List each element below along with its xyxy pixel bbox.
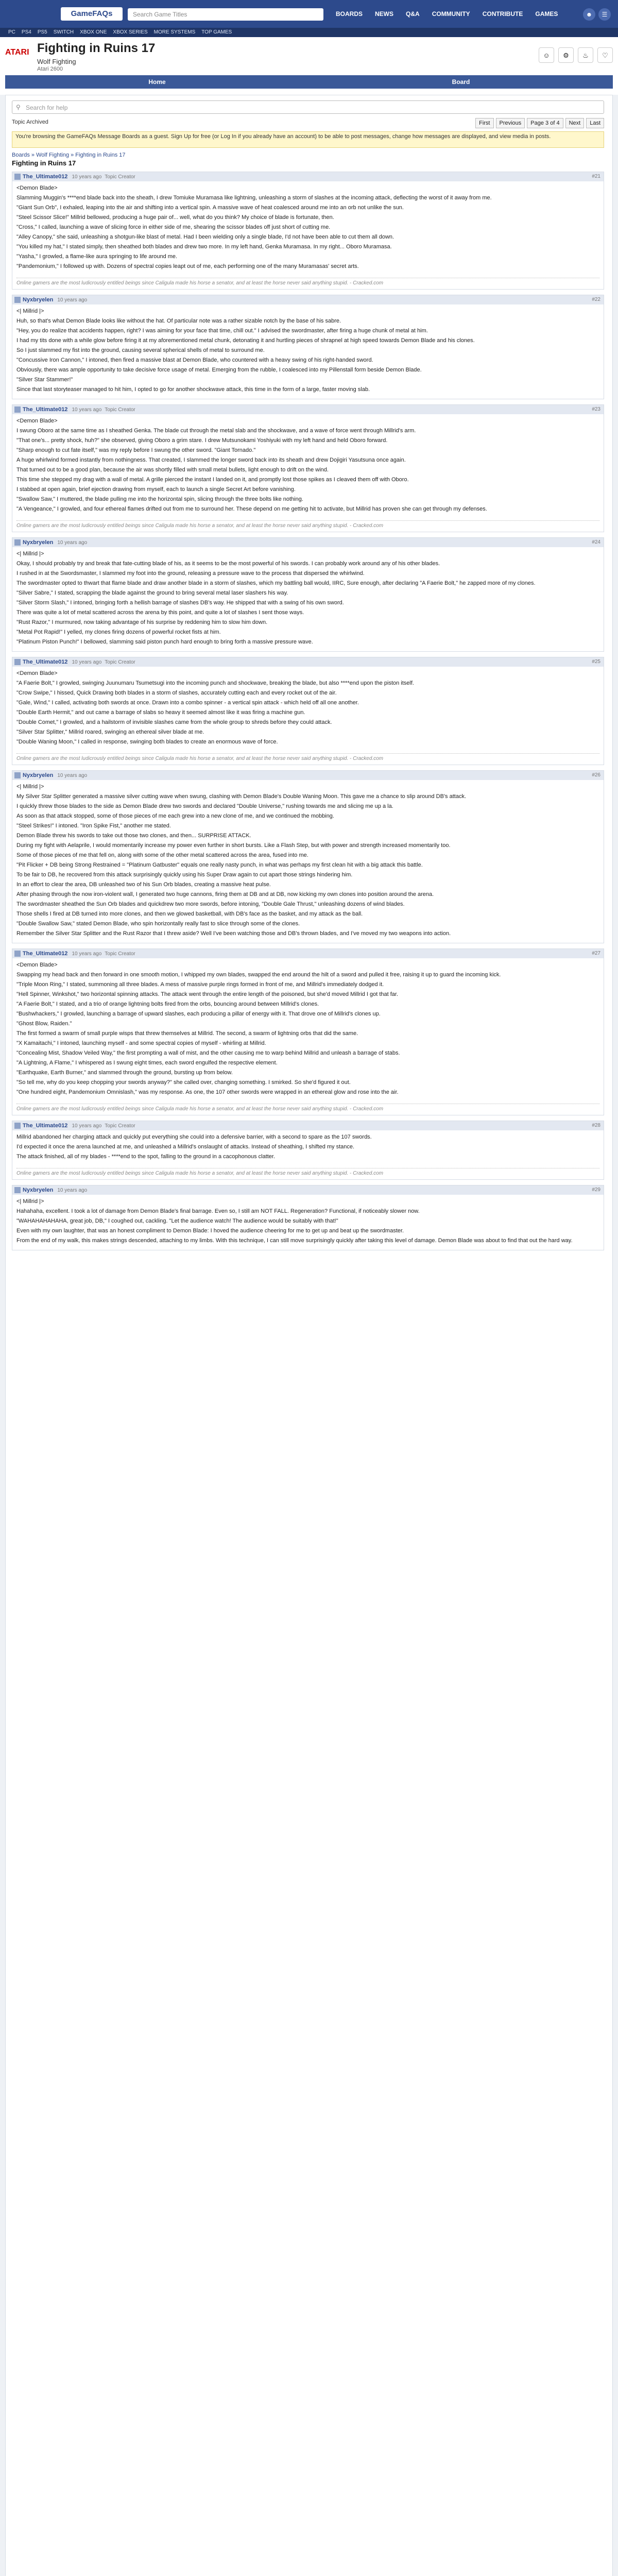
post-username[interactable]: The_Ultimate012 [23, 406, 68, 413]
post-signature: Online gamers are the most ludicrously entitled beings since Caligula made his horse a senator, and at least the horse never said anything stupid. - Cracked.com [16, 278, 599, 286]
platform-top-games[interactable]: TOP GAMES [201, 29, 232, 35]
post-paragraph: "So tell me, why do you keep chopping your swords anyway?" she called over, changing something. I smirked. So she'd figured it out. [16, 1079, 351, 1086]
pager-next[interactable]: Next [565, 118, 585, 128]
post-paragraph: I rushed in at the Swordsmaster, I slammed my foot into the ground, releasing a pressure wave to the process that dispersed the whirlwind. [16, 570, 365, 577]
top-nav [330, 0, 564, 28]
post-paragraph: "Swallow Saw," I muttered, the blade pulling me into the horizontal spin, slicing through the three bolts like nothing. [16, 496, 303, 502]
post [12, 404, 604, 532]
platform-xbox-one[interactable]: XBOX ONE [80, 29, 107, 35]
post-body [12, 304, 604, 399]
nav-contribute[interactable]: CONTRIBUTE [482, 10, 523, 18]
post-header [12, 657, 604, 667]
settings-icon[interactable]: ⚙ [558, 47, 574, 63]
post-paragraph: The first formed a swarm of small purple wisps that threw themselves at Millrid. The second, a swarm of lightning orbs that did the same. [16, 1030, 358, 1037]
guest-notice: You're browsing the GameFAQs Message Boards as a guest. Sign Up for free (or Log In if you already have an account) to be able to post messages, change how messages are displayed, and view media in posts. [12, 131, 604, 148]
post-paragraph: "Double Swallow Saw," stated Demon Blade, who spin horizontally really fast to slice through some of the clones. [16, 921, 300, 927]
post-list [12, 172, 604, 1256]
post [12, 295, 604, 399]
post-paragraph: "Metal Pot Rapid!" I yelled, my clones firing dozens of powerful rocket fists at him. [16, 629, 221, 635]
avatar[interactable] [14, 174, 21, 180]
platform-bar [0, 28, 618, 37]
post-paragraph: The swordmaster opted to thwart that flame blade and draw another blade in a storm of slashes, which my battling ball would, IIRC, Sure enough, after declaring "A Faerie Bolt," he zapped more of my clones. [16, 580, 536, 586]
post-paragraph: Since that last storyteaser managed to hit him, I opted to go for another shockwave attack, this time in the form of a large, faster moving slab. [16, 386, 370, 393]
post-paragraph: Millrid abandoned her charging attack and quickly put everything she could into a defensive barrier, with a second to spare as the 107 swords. [16, 1134, 372, 1140]
tab-board[interactable]: Board [452, 78, 470, 86]
post-paragraph: In an effort to clear the area, DB unleashed two of his Sun Orb blades, creating a massive heat pulse. [16, 882, 271, 888]
post-body [12, 1130, 604, 1166]
post-meta: Topic Creator [105, 1123, 135, 1129]
topic-status: Topic Archived [12, 119, 48, 125]
user-icon[interactable]: ☺ [539, 47, 554, 63]
avatar[interactable] [14, 539, 21, 546]
top-icons [583, 8, 611, 21]
post-paragraph: "One hundred eight, Pandemonium Omnislash," was my response. As one, the 107 other swords were wrapped in an ethereal glow and rose into the air. [16, 1089, 399, 1095]
post-username[interactable]: Nyxbryelen [23, 772, 54, 778]
post-paragraph: <Demon Blade> [16, 670, 58, 676]
post-paragraph: To be fair to DB, he recovered from this attack surprisingly quickly using his Super Draw again to cut apart those strings hindering him. [16, 872, 353, 878]
post-number[interactable]: #25 [592, 659, 600, 665]
post-paragraph: I stabbed at open again, brief ejection drawing from myself, each to launch a single Secret Art before vanishing. [16, 486, 296, 493]
post-header [12, 1185, 604, 1195]
post [12, 1121, 604, 1180]
avatar[interactable] [14, 1123, 21, 1129]
avatar[interactable] [14, 297, 21, 303]
site-logo[interactable]: GameFAQs [61, 7, 123, 21]
pager [475, 118, 604, 128]
post-paragraph: "Triple Moon Ring," I stated, summoning all three blades. A mess of massive purple rings formed in front of me, and Millrid's immediately dodged it. [16, 981, 384, 988]
pager-first[interactable]: First [475, 118, 493, 128]
post-paragraph: "Pandemonium," I followed up with. Dozens of spectral copies leapt out of me, each performing one of the many Muramasas' secret arts. [16, 263, 359, 269]
post-body [12, 1195, 604, 1250]
post-username[interactable]: The_Ultimate012 [23, 174, 68, 180]
post-time: 10 years ago [72, 1123, 102, 1129]
post-body [12, 667, 604, 751]
avatar[interactable] [14, 659, 21, 665]
post-time: 10 years ago [72, 951, 102, 957]
pager-previous[interactable]: Previous [496, 118, 525, 128]
post-number[interactable]: #24 [592, 539, 600, 545]
post-paragraph: My Silver Star Splitter generated a massive silver cutting wave when swung, clashing with Demon Blade's Double Waning Moon. This gave me a chance to slip around DB's attack. [16, 793, 467, 800]
post-paragraph: I had my tits done with a while glow before firing it at my aforementioned metal chunk, detonating it and hurtling pieces of shrapnel at high speed towards Demon Blade and his clones. [16, 337, 475, 344]
post-paragraph: <| Millrid |> [16, 1198, 44, 1205]
user-icon[interactable]: ☻ [583, 8, 595, 21]
post-paragraph: "Ghost Blow, Raiden." [16, 1021, 72, 1027]
post-number[interactable]: #29 [592, 1187, 600, 1193]
post-paragraph: "WAHAHAHAHAHA, great job, DB," I coughed out, cackling. "Let the audience watch! The audience would be suitably with that!" [16, 1218, 338, 1224]
post-paragraph: Those shells I fired at DB turned into more clones, and then we glowed basketball, with DB's face as the basket, and my attack as the ball. [16, 911, 363, 917]
post-header [12, 405, 604, 414]
post-header [12, 771, 604, 780]
header-icons [539, 47, 613, 63]
post-paragraph: Even with my own laughter, that was an honest compliment to Demon Blade: I hoved the audience cheering for me to get up and beat up the swordmaster. [16, 1228, 404, 1234]
post-paragraph: From the end of my walk, this makes strings descended, attaching to my limbs. With this technique, I can still move surprisingly quickly after taking this level of damage. Demon Blade was about to find that out the hard way. [16, 1238, 573, 1244]
post-time: 10 years ago [72, 659, 102, 665]
post-time: 10 years ago [57, 539, 88, 546]
breadcrumb[interactable]: Boards » Wolf Fighting » Fighting in Ruins 17 [12, 152, 126, 158]
post-username[interactable]: The_Ultimate012 [23, 659, 68, 665]
post-paragraph: "Alley Canopy," she said, unleashing a shotgun-like blast of metal. Had I been wielding only a single blade, I'd not have been able to cut them all down. [16, 234, 394, 240]
topic-title: Fighting in Ruins 17 [12, 159, 76, 167]
post [12, 172, 604, 290]
post-header [12, 295, 604, 304]
post-paragraph: Swapping my head back and then forward in one smooth motion, I whipped my own blades, swapped the end around the hilt of a sword and pulled it free, raising it up to guard the incoming kick. [16, 972, 501, 978]
topic-controls [12, 118, 604, 128]
post-header [12, 1121, 604, 1130]
post [12, 1185, 604, 1250]
post-paragraph: <Demon Blade> [16, 962, 58, 968]
avatar[interactable] [14, 772, 21, 778]
post-paragraph: After phasing through the now iron-violent wall, I generated two huge cannons, firing them at DB and at DB, now kicking my own clones into position around the arena. [16, 891, 434, 897]
post-paragraph: I quickly threw those blades to the side as Demon Blade drew two swords and declared "Double Universe," rushing towards me and slicing me up a la. [16, 803, 393, 809]
post-paragraph: "Silver Storm Slash," I intoned, bringing forth a hellish barrage of slashes DB's way. He shipped that with a swing of his own sword. [16, 600, 344, 606]
post-body [12, 547, 604, 651]
post-paragraph: Hahahaha, excellent. I took a lot of damage from Demon Blade's final barrage. Even so, I still am NOT FALL. Regeneration? Functional, if noticeably slower now. [16, 1208, 420, 1214]
post-paragraph: <Demon Blade> [16, 418, 58, 424]
post-paragraph: This time she stepped my drag with a wall of metal. A grille pierced the instant I landed on it, and promptly lost those spikes as I cleaved them off with Oboro. [16, 477, 409, 483]
post-paragraph: <| Millrid |> [16, 308, 44, 314]
platform-pc[interactable]: PC [8, 29, 15, 35]
platform-ps5[interactable]: PS5 [37, 29, 47, 35]
post-paragraph: Huh, so that's what Demon Blade looks like without the hat. Of particular note was a rather sizable notch by the base of his sabre. [16, 318, 341, 324]
search-icon: ⚲ [16, 104, 21, 111]
post-body [12, 780, 604, 943]
post-signature: Online gamers are the most ludicrously entitled beings since Caligula made his horse a senator, and at least the horse never said anything stupid. - Cracked.com [16, 753, 599, 761]
post-username[interactable]: The_Ultimate012 [23, 1123, 68, 1129]
post-paragraph: Some of those pieces of me that fell on, along with some of the other metal scattered across the area, fused into me. [16, 852, 308, 858]
nav-community[interactable]: COMMUNITY [432, 10, 470, 18]
post-body [12, 958, 604, 1101]
post-paragraph: "Cross," I called, launching a wave of slicing force in either side of me, shearing the scissor blades off just short of cutting me. [16, 224, 331, 230]
page-title: Fighting in Ruins 17 [37, 41, 156, 55]
post-paragraph: "Concealing Mist, Shadow Veiled Way," the first prompting a wall of mist, and the other causing me to warp behind Millrid and unleash a barrage of stabs. [16, 1050, 400, 1056]
post-username[interactable]: The_Ultimate012 [23, 951, 68, 957]
post-paragraph: "Silver Sabre," I stated, scrapping the blade against the ground to bring several metal laser slashers his way. [16, 590, 288, 596]
post-number[interactable]: #22 [592, 297, 600, 302]
post-paragraph: "That one's... pretty shock, huh?" she observed, giving Oboro a grim stare. I drew Mutsunokami Yoshiyuki with my left hand and held Oboro forward. [16, 437, 388, 444]
post-number[interactable]: #28 [592, 1123, 600, 1128]
post-header [12, 172, 604, 181]
post-body [12, 181, 604, 276]
heart-icon[interactable]: ♡ [597, 47, 613, 63]
post-signature: Online gamers are the most ludicrously entitled beings since Caligula made his horse a senator, and at least the horse never said anything stupid. - Cracked.com [16, 520, 599, 529]
post-number[interactable]: #26 [592, 772, 600, 778]
board-main [5, 95, 613, 2576]
post-time: 10 years ago [57, 297, 88, 303]
post [12, 770, 604, 943]
post-paragraph: "Steel Scissor Slice!" Millrid bellowed, producing a huge pair of... well, what do you think? My choice of blade is fortunate, then. [16, 214, 334, 221]
platform-more[interactable]: MORE SYSTEMS [153, 29, 196, 35]
platform-switch[interactable]: SWITCH [53, 29, 74, 35]
board-tabs [5, 75, 613, 89]
menu-icon[interactable]: ☰ [598, 8, 611, 21]
post-paragraph: As soon as that attack stopped, some of those pieces of me each grew into a new clone of me, and we continued the mobbing. [16, 813, 334, 819]
bell-icon[interactable]: ♨ [578, 47, 593, 63]
post-paragraph: "Rust Razor," I murmured, now taking advantage of his surprise by reddening him to slow him down. [16, 619, 268, 625]
nav-qa[interactable]: Q&A [406, 10, 420, 18]
post [12, 537, 604, 652]
post-paragraph: "A Lightning, A Flame," I whispered as I swung eight times, each sword engulfed the respective element. [16, 1060, 278, 1066]
post-paragraph: "A Faerie Bolt," I growled, swinging Juunumaru Tsumetsugi into the incoming punch and shockwave, breaking the blade, but also ****end upon the piston itself. [16, 680, 414, 686]
post-paragraph: "Hell Spinner, Winkshot," two horizontal spinning attacks. The attack went through the entire length of the poisoned, but she'd moved Millrid I got that far. [16, 991, 399, 997]
nav-boards[interactable]: BOARDS [336, 10, 363, 18]
post-paragraph: "A Faerie Bolt," I stated, and a trio of orange lightning bolts fired from the orbs, bouncing around between Millrid's clones. [16, 1001, 319, 1007]
post-paragraph: "Silver Star Splitter," Millrid roared, swinging an ethereal silver blade at me. [16, 729, 204, 735]
post-paragraph: Okay, I should probably try and break that fate-cutting blade of his, as it seems to be the most powerful of his swords. I can probably work around any of his other blades. [16, 561, 440, 567]
post-paragraph: "X Kamaitachi," I intoned, launching myself - and some spectral copies of myself - whirling at Millrid. [16, 1040, 266, 1046]
post-meta: Topic Creator [105, 951, 135, 957]
post-paragraph: So I just slammed my fist into the ground, causing several spherical shells of metal to surround me. [16, 347, 265, 353]
post-paragraph: "Crow Swipe," I hissed, Quick Drawing both blades in a storm of slashes, accurately cutting each and every rocket out of the air. [16, 690, 337, 696]
post-paragraph: "Steel Strikes!" I intoned. "Iron Spike Fist," another me stated. [16, 823, 171, 829]
post-paragraph: <| Millrid |> [16, 784, 44, 790]
post-paragraph: Slamming Muggin's ****end blade back into the sheath, I drew Tomiuke Muramasa like lightning, unleashing a storm of slashes at the incoming attack, deflecting the worst of it away from me. [16, 195, 492, 201]
post-paragraph: "A Vengeance," I growled, and four ethereal flames drifted out from me to surround her. These depend on me getting hit to activate, but Millrid has proven she can get through my defenses. [16, 506, 487, 512]
post-meta: Topic Creator [105, 174, 135, 180]
post-paragraph: "Hey, you do realize that accidents happen, right? I was aiming for your face that time, chill out." I advised the swordmaster, after firing a huge chunk of metal at him. [16, 328, 428, 334]
avatar[interactable] [14, 406, 21, 413]
post-number[interactable]: #21 [592, 174, 600, 179]
site-topbar [0, 0, 618, 28]
post-signature: Online gamers are the most ludicrously entitled beings since Caligula made his horse a senator, and at least the horse never said anything stupid. - Cracked.com [16, 1168, 599, 1176]
post-paragraph: "Concussive Iron Cannon," I intoned, then fired a massive blast at Demon Blade, who countered with a heavy swing of his right-handed sword. [16, 357, 373, 363]
nav-news[interactable]: NEWS [375, 10, 394, 18]
post-paragraph: The attack finished, all of my blades - ****end to the spot, falling to the ground in a cacophonous clatter. [16, 1154, 276, 1160]
post-paragraph: Obviously, there was ample opportunity to take decisive force usage of metal. Emerging from the rubble, I coalesced into my Pillenstall form beside Demon Blade. [16, 367, 422, 373]
post-username[interactable]: Nyxbryelen [23, 539, 54, 546]
post-signature: Online gamers are the most ludicrously entitled beings since Caligula made his horse a senator, and at least the horse never said anything stupid. - Cracked.com [16, 1104, 599, 1112]
game-search-input[interactable]: Search Game Titles [128, 8, 323, 21]
post-body [12, 414, 604, 518]
platform-xbox-series[interactable]: XBOX SERIES [113, 29, 148, 35]
avatar[interactable] [14, 1187, 21, 1193]
post-paragraph: "Gale, Wind," I called, activating both swords at once. Drawn into a combo spinner - a vertical spin attack - which held off all one another. [16, 700, 359, 706]
post-number[interactable]: #27 [592, 951, 600, 956]
post-paragraph: That turned out to be a good plan, because the air was shortly filled with small metal bullets, light enough to drift on the wind. [16, 467, 329, 473]
post [12, 948, 604, 1115]
post-meta: Topic Creator [105, 406, 135, 413]
post-paragraph: I'd expected it once the arena launched at me, and unleashed a Millrid's onslaught of attacks. Instead of sheathing, I shifted my stance. [16, 1144, 355, 1150]
post-paragraph: "Silver Star Stammer!" [16, 377, 73, 383]
post [12, 657, 604, 765]
post-paragraph: The swordmaster sheathed the Sun Orb blades and quickdrew two more swords, before intoning, "Double Gale Thrust," unleashing dozens of wind blades. [16, 901, 405, 907]
tab-home[interactable]: Home [148, 78, 166, 86]
post-meta: Topic Creator [105, 659, 135, 665]
post-paragraph: There was quite a lot of metal scattered across the arena by this point, and quite a lot of slashes I sent those ways. [16, 609, 304, 616]
nav-games[interactable]: GAMES [535, 10, 558, 18]
post-paragraph: During my fight with Aelaprile, I would momentarily increase my power even further in short bursts. Like a Flash Step, but with power and strength increased momentarily too. [16, 842, 451, 849]
post-paragraph: <| Millrid |> [16, 551, 44, 557]
pager-current[interactable]: Page 3 of 4 [527, 118, 563, 128]
post-time: 10 years ago [72, 406, 102, 413]
post-header [12, 538, 604, 547]
post-time: 10 years ago [57, 772, 88, 778]
post-username[interactable]: Nyxbryelen [23, 1187, 54, 1193]
post-paragraph: "Double Waning Moon," I called in response, swinging both blades to create an enormous wave of force. [16, 739, 278, 745]
post-paragraph: "Double Comet," I growled, and a hailstorm of invisible slashes came from the whole group to shreds before they could attack. [16, 719, 332, 725]
pager-last[interactable]: Last [586, 118, 604, 128]
post-time: 10 years ago [57, 1187, 88, 1193]
post-paragraph: Demon Blade threw his swords to take out those two clones, and then... SURPRISE ATTACK. [16, 833, 251, 839]
platform-ps4[interactable]: PS4 [21, 29, 31, 35]
post-paragraph: "Double Earth Hermit," and out came a barrage of slabs so heavy it seemed almost like it was firing a machine gun. [16, 709, 305, 716]
avatar[interactable] [14, 951, 21, 957]
post-paragraph: "Bushwhackers," I growled, launching a barrage of upward slashes, each producing a pillar of energy with it. That drove one of Millrid's clones up. [16, 1011, 381, 1017]
post-paragraph: A huge whirlwind formed instantly from nothingness. That created, I slammed the longer sword back into its sheath and drew Dojigiri Yasutsuna once again. [16, 457, 406, 463]
post-paragraph: Remember the Silver Star Splitter and the Rust Razor that I threw aside? Well I've been watching those and DB's thrown blades, and I've moved my two weapons into action. [16, 930, 451, 937]
post-paragraph: "Sharp enough to cut fate itself," was my reply before I swung the other sword. "Giant Tornado." [16, 447, 256, 453]
post-time: 10 years ago [72, 174, 102, 180]
board-search-input[interactable]: Search for help [12, 100, 604, 114]
post-username[interactable]: Nyxbryelen [23, 297, 54, 303]
post-header [12, 949, 604, 958]
post-paragraph: "Platinum Piston Punch!" I bellowed, slamming said piston punch hard enough to bring forth a massive pressure wave. [16, 639, 313, 645]
post-paragraph: <Demon Blade> [16, 185, 58, 191]
publisher-logo: ATARI [5, 48, 29, 57]
post-paragraph: "Earthquake, Earth Burner," and slammed through the ground, bursting up from below. [16, 1070, 233, 1076]
post-paragraph: "Giant Sun Orb", I exhaled, leaping into the air and shifting into a vertical spin. A massive wave of heat coalesced around me into an orb not unlike the sun. [16, 205, 404, 211]
post-paragraph: I swung Oboro at the same time as I sheathed Genka. The blade cut through the metal slab and the shockwave, and a wave of force went through Millrid's arm. [16, 428, 416, 434]
game-subtitle[interactable]: Wolf Fighting [37, 58, 76, 65]
post-number[interactable]: #23 [592, 406, 600, 412]
post-paragraph: "You killed my hat," I stated simply, then sheathed both blades and drew two more. In my left hand, Genka Muramasa. In my right... Oboro Muramasa. [16, 244, 392, 250]
post-paragraph: "Pit Flicker + DB being Strong Restrained = "Platinum Gatbuster" equals one really nasty punch, in what was perhaps my first clean hit with a big attack this battle. [16, 862, 423, 868]
post-paragraph: "Yasha," I growled, a flame-like aura springing to life around me. [16, 253, 178, 260]
game-platform: Atari 2600 [37, 66, 63, 72]
